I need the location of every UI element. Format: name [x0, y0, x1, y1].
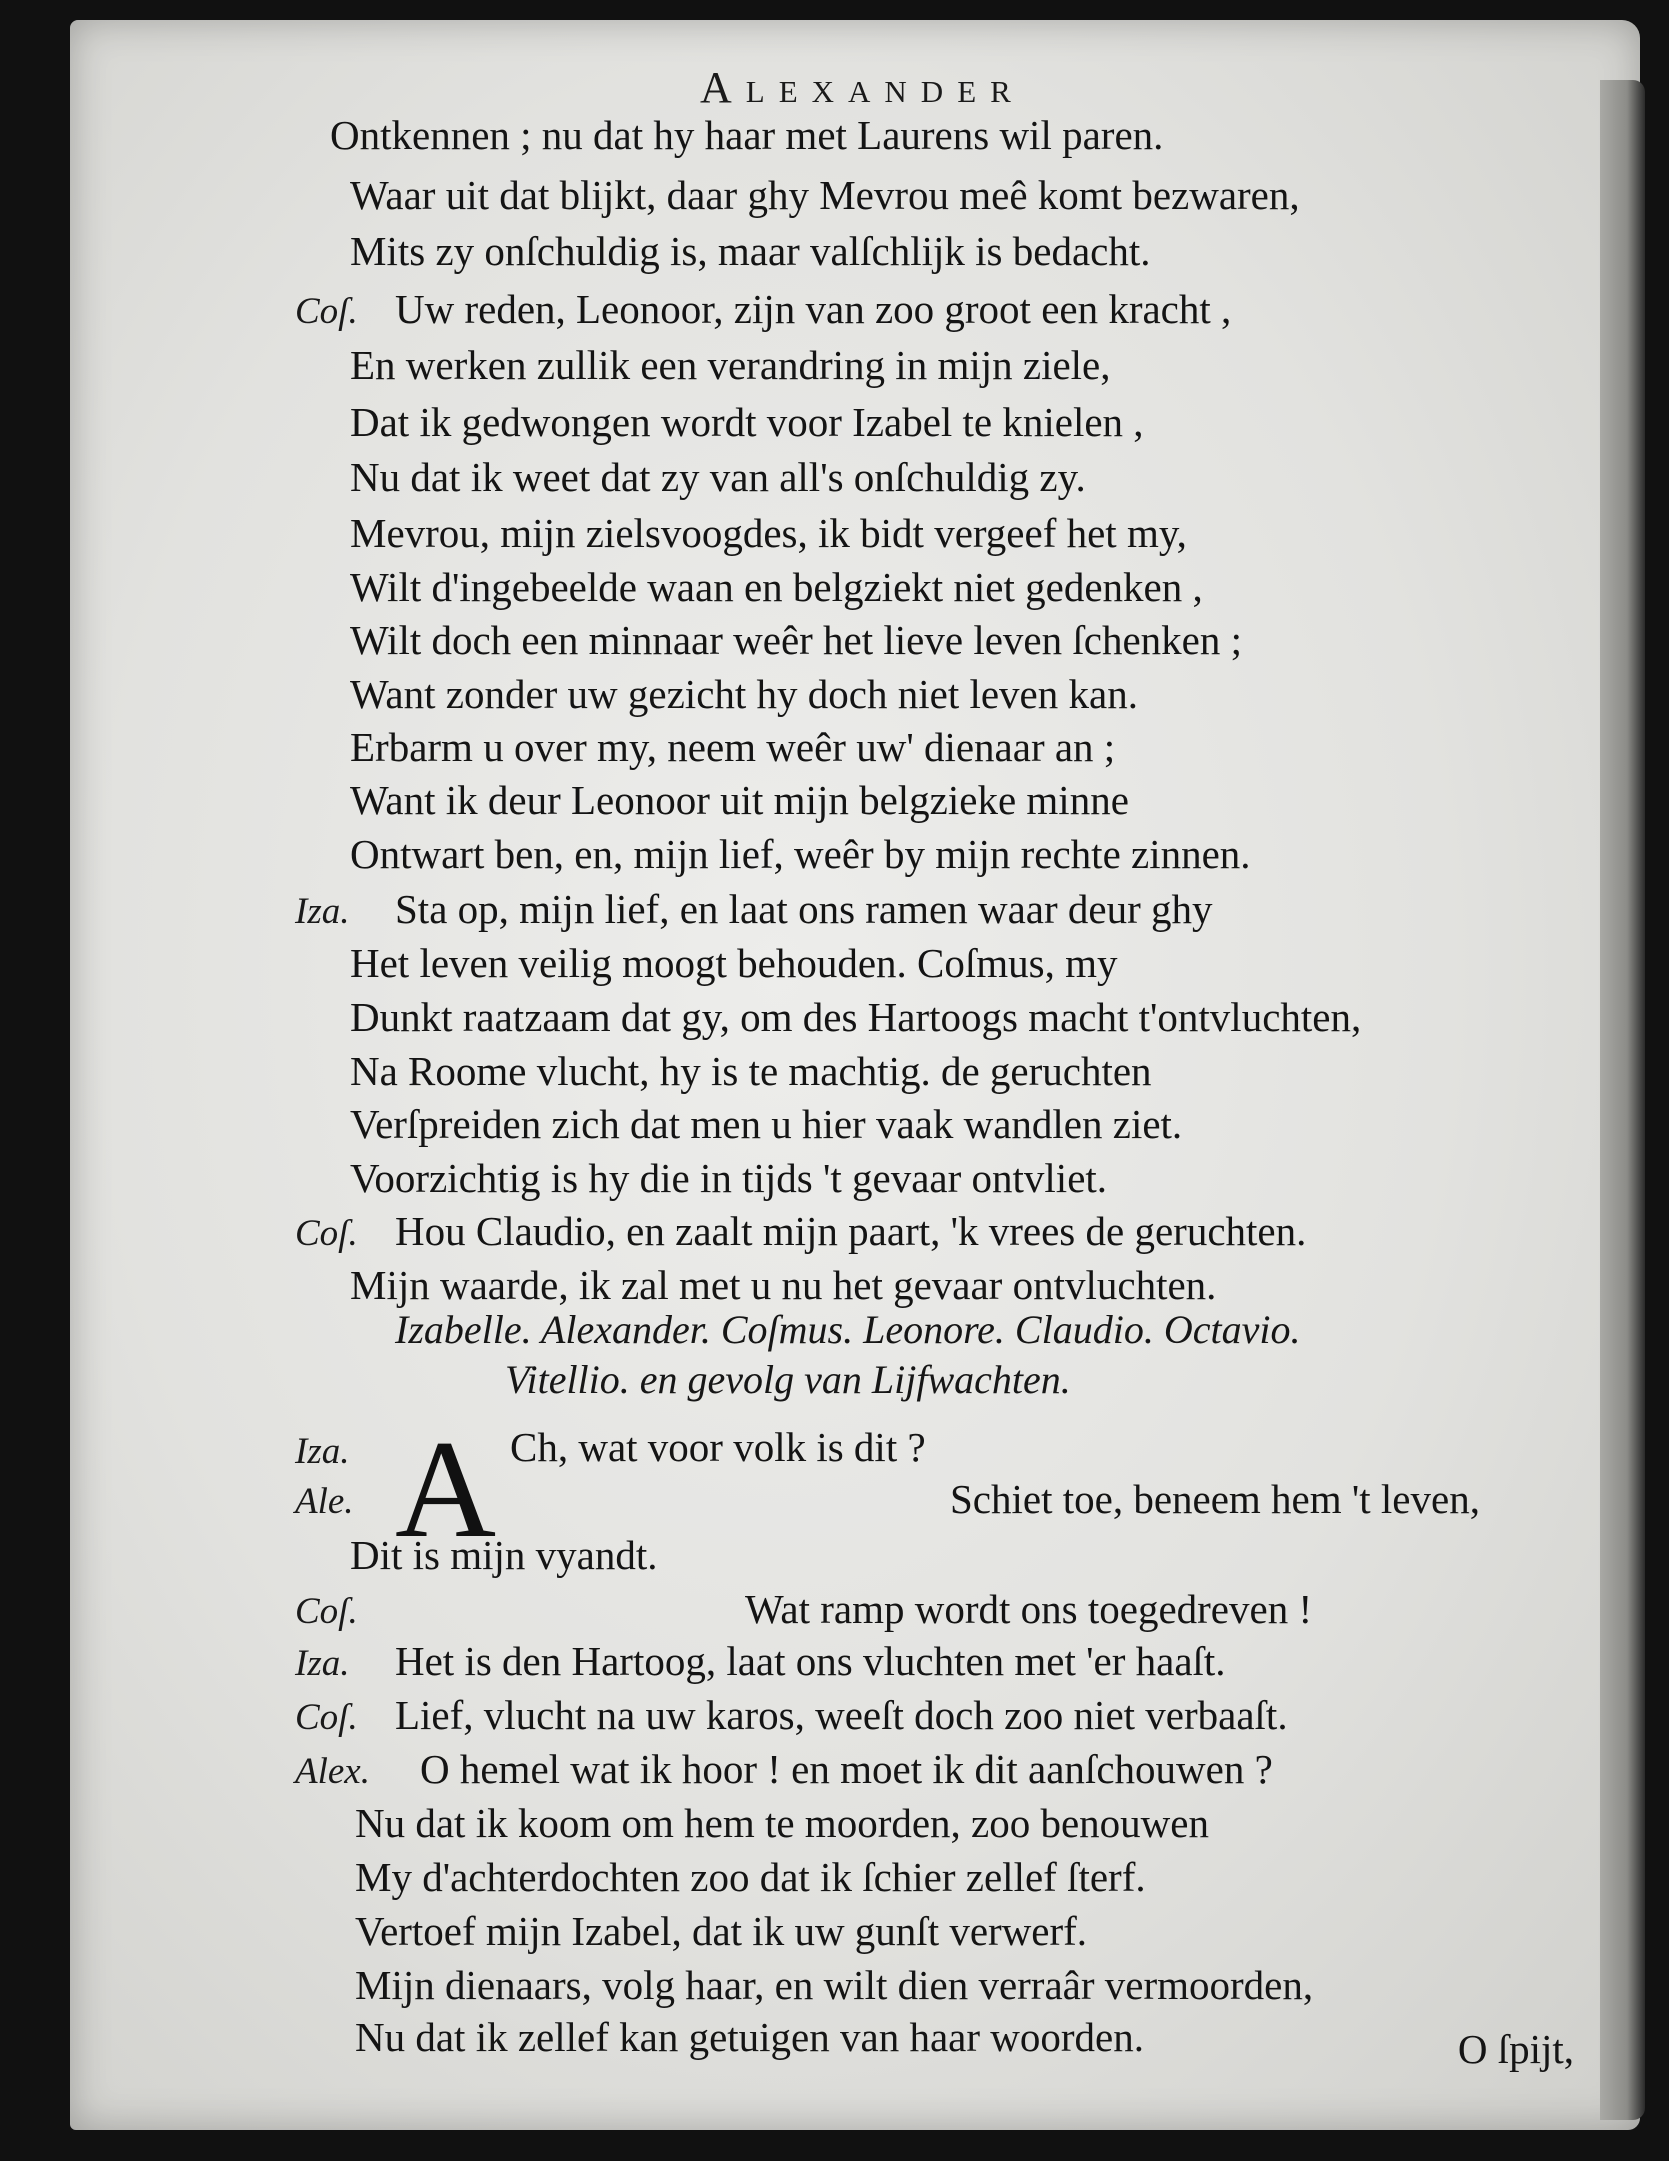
verse-line: Schiet toe, beneem hem 't leven, [950, 1476, 1480, 1522]
verse-line: Want ik deur Leonoor uit mijn belgziekе minne [350, 777, 1129, 823]
verse-line: Dunkt raatzaam dat gy, om des Hartoogs macht t'ontvluchten, [350, 994, 1362, 1040]
stage-direction: Vitellio. en gevolg van Lijfwachten. [505, 1357, 1071, 1402]
speaker-label: Coſ. [295, 1213, 358, 1254]
speaker-label: Ale. [295, 1481, 354, 1522]
verse-line: Lief, vlucht na uw karos, weeſt doch zoo niet verbaaſt. [395, 1692, 1288, 1738]
verse-line: En werken zullik een verandring in mijn ziele, [350, 342, 1111, 388]
verse-line: Mijn dienaars, volg haar, en wilt dien verraâr vermoorden, [355, 1962, 1314, 2008]
verse-line: Het is den Hartoog, laat ons vluchten met 'er haaſt. [395, 1638, 1226, 1684]
verse-line: Dat ik gedwongen wordt voor Izabel te knielen , [350, 399, 1144, 445]
verse-line: Waar uit dat blijkt, daar ghy Mevrou meê komt bezwaren, [350, 172, 1300, 218]
verse-line: Wilt d'ingebeelde waan en belgziekt niet gedenken , [350, 564, 1203, 610]
speaker-label: Coſ. [295, 291, 358, 332]
speaker-label: Iza. [295, 1431, 350, 1472]
stage-direction: Izabelle. Alexander. Coſmus. Leonore. Claudio. Octavio. [395, 1307, 1301, 1352]
verse-line: Vertoef mijn Izabel, dat ik uw gunſt verwerf. [355, 1908, 1088, 1954]
verse-line: Ch, wat voor volk is dit ? [510, 1424, 926, 1470]
speaker-label: Iza. [295, 891, 350, 932]
speaker-label: Coſ. [295, 1591, 358, 1632]
verse-line: Voorzichtig is hy die in tijds 't gevaar ontvliet. [350, 1155, 1108, 1201]
page-edge [1600, 80, 1645, 2120]
verse-line: Sta op, mijn lief, en laat ons ramen waar deur ghy [395, 886, 1213, 932]
verse-line: Ontwart ben, en, mijn lief, weêr by mijn rechte zinnen. [350, 831, 1251, 877]
speaker-label: Coſ. [295, 1697, 358, 1738]
speaker-label: Alex. [295, 1751, 370, 1792]
verse-line: Mevrou, mijn zielsvoogdes, ik bidt vergeef het my, [350, 510, 1187, 556]
verse-line: Na Roome vlucht, hy is te machtig. de geruchten [350, 1048, 1152, 1094]
verse-line: My d'achterdochten zoo dat ik ſchier zellef ſterf. [355, 1854, 1146, 1900]
verse-line: O hemel wat ik hoor ! en moet ik dit aanſchouwen ? [420, 1746, 1273, 1792]
verse-line: Nu dat ik zellef kan getuigen van haar woorden. [355, 2014, 1144, 2060]
running-header: Alexander [700, 63, 1025, 112]
verse-line: Dit is mijn vyandt. [350, 1532, 658, 1578]
verse-line: Uw reden, Leonoor, zijn van zoo groot een kracht , [395, 286, 1232, 332]
verse-line: Hou Claudio, en zaalt mijn paart, 'k vrees de geruchten. [395, 1208, 1307, 1254]
verse-line: Nu dat ik koom om hem te moorden, zoo benouwen [355, 1800, 1209, 1846]
verse-line: Ontkennen ; nu dat hy haar met Laurens wil paren. [330, 112, 1164, 158]
verse-line: Wat ramp wordt ons toegedreven ! [745, 1586, 1313, 1632]
verse-line: Nu dat ik weet dat zy van all's onſchuldig zy. [350, 454, 1086, 500]
drop-cap: A [395, 1412, 497, 1567]
speaker-label: Iza. [295, 1643, 350, 1684]
verse-line: Verſpreiden zich dat men u hier vaak wandlen ziet. [350, 1101, 1183, 1147]
verse-line: Mijn waarde, ik zal met u nu het gevaar ontvluchten. [350, 1262, 1217, 1308]
verse-line: Wilt doch een minnaar weêr het lieve leven ſchenken ; [350, 617, 1242, 663]
verse-line: Mits zy onſchuldig is, maar valſchlijk is bedacht. [350, 228, 1151, 274]
verse-line: Want zonder uw gezicht hy doch niet leven kan. [350, 671, 1138, 717]
verse-line: Het leven veilig moogt behouden. Coſmus, my [350, 940, 1118, 986]
catchword: O ſpijt, [1457, 2026, 1574, 2072]
verse-line: Erbarm u over my, neem weêr uw' dienaar an ; [350, 724, 1116, 770]
